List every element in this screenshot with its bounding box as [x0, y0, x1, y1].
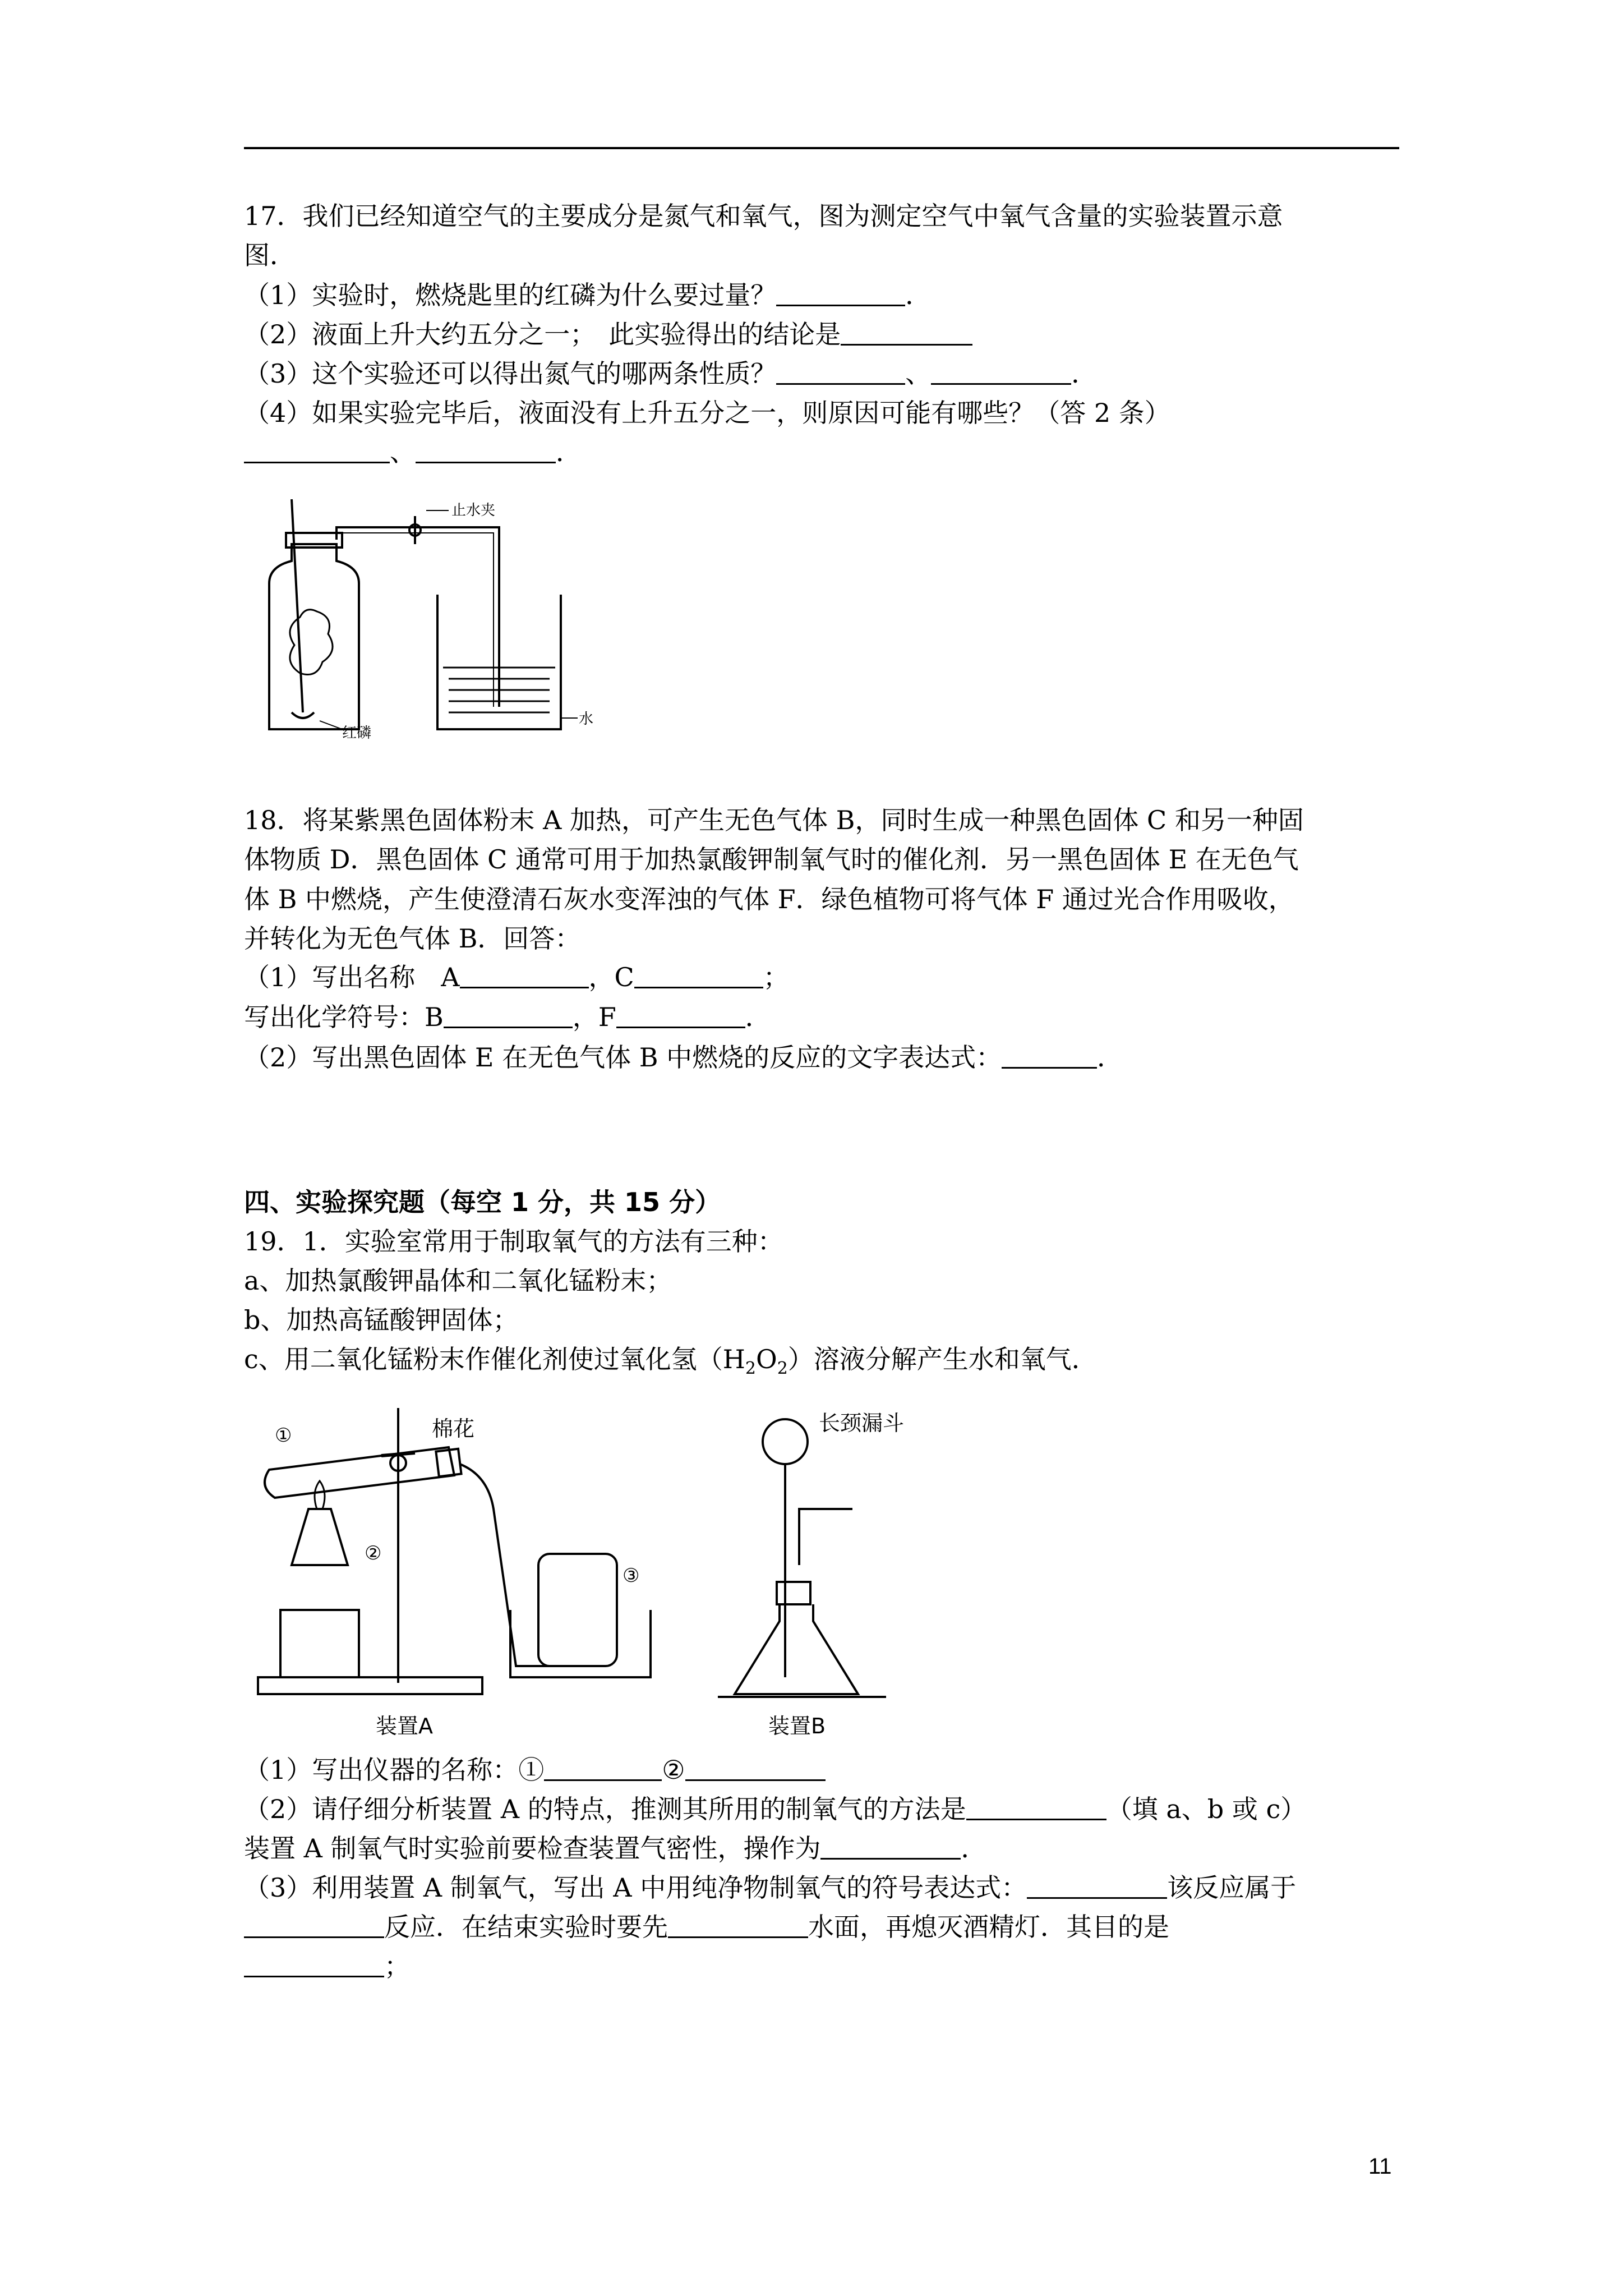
smoke-cloud [290, 610, 333, 675]
funnel-label: 长颈漏斗 [819, 1411, 905, 1435]
q19-part2b-end: ． [961, 1833, 987, 1864]
q19-part3-blank2[interactable] [244, 1912, 384, 1938]
q19-part3-blank3[interactable] [668, 1912, 808, 1938]
q19-part3c-end: ； [384, 1951, 410, 1981]
wooden-block [280, 1610, 359, 1677]
clamp-label: 止水夹 [451, 502, 496, 519]
q19-part2-text: （2）请仔细分析装置 A 的特点，推测其所用的制氧气的方法是 [244, 1794, 966, 1824]
q18-part1 [244, 960, 789, 994]
tube-stopper [436, 1449, 461, 1477]
q17-part2-text: （2）液面上升大约五分之一； 此实验得出的结论是 [244, 319, 841, 349]
q19-part2-blank[interactable] [966, 1794, 1106, 1820]
q18-line2 [244, 843, 1299, 876]
q18-part1-end: ； [763, 962, 789, 992]
combustion-spoon [292, 712, 314, 718]
q19-part3-blank1[interactable] [1027, 1872, 1167, 1899]
connecting-tube [336, 527, 499, 707]
flask-stopper [777, 1582, 810, 1604]
q19-intro-text: 19．1．实验室常用于制取氧气的方法有三种： [244, 1226, 783, 1257]
q18-text1: 18．将某紫黑色固体粉末 A 加热，可产生无色气体 B，同时生成一种黑色固体 C 和另一种固 [244, 805, 1304, 835]
q17-part1-text: （1）实验时，燃烧匙里的红磷为什么要过量？ [244, 280, 777, 310]
q19-part3-text: （3）利用装置 A 制氧气，写出 A 中用纯净物制氧气的符号表达式： [244, 1872, 1027, 1903]
q19-part2b-blank[interactable] [820, 1833, 961, 1860]
combustion-spoon-rod [292, 499, 303, 712]
q18-part2-end: ． [1097, 1042, 1123, 1073]
page-number: 11 [1368, 2154, 1392, 2179]
fig-marker-1: ① [275, 1424, 292, 1447]
q19-part3b [244, 1910, 1169, 1944]
alcohol-lamp [292, 1509, 348, 1565]
flame [315, 1481, 325, 1509]
q19-part2b [244, 1832, 986, 1865]
q17-part2-blank[interactable] [841, 319, 972, 346]
q18-text2: 体物质 D．黑色固体 C 通常可用于加热氯酸钾制氧气时的催化剂．另一黑色固体 E 在无色气 [244, 844, 1299, 875]
q19-method-a-text: a、加热氯酸钾晶体和二氧化锰粉末； [244, 1266, 672, 1296]
q19-method-c-pre: c、用二氧化锰粉末作催化剂使过氧化氢（H [244, 1344, 745, 1374]
q19-part3 [244, 1871, 1296, 1904]
apparatus-a-caption: 装置A [376, 1714, 433, 1738]
bottle-outline [269, 544, 359, 729]
q17-part4-blank1[interactable] [244, 437, 390, 463]
water-label: 水 [579, 711, 594, 728]
q17-stem-text2: 图． [244, 240, 296, 270]
q17-part1-blank[interactable] [776, 280, 905, 306]
q19-part2 [244, 1792, 1306, 1826]
q19-part3-blank4[interactable] [244, 1951, 384, 1977]
apparatus-b-caption: 装置B [768, 1714, 826, 1738]
q19-part3c [244, 1949, 410, 1983]
q19-part3b-post: 水面，再熄灭酒精灯．其目的是 [808, 1912, 1169, 1942]
q17-part4-sep: 、 [390, 437, 416, 467]
q18-symbols-end: ． [745, 1002, 771, 1032]
conical-flask [735, 1604, 858, 1694]
cotton-label: 棉花 [432, 1416, 475, 1441]
q19-part3-post: 该反应属于 [1167, 1872, 1297, 1903]
q17-part4-answers [244, 435, 582, 469]
q18-blank-f[interactable] [616, 1002, 745, 1028]
q19-part1-marker1: ① [518, 1755, 545, 1785]
q19-part2b-text: 装置 A 制氧气时实验前要检查装置气密性，操作为 [244, 1833, 821, 1864]
fig-marker-3: ③ [623, 1565, 640, 1587]
q18-blank-c[interactable] [634, 962, 763, 988]
connecting-tube-inner [342, 533, 494, 707]
q17-stem-text1: 17．我们已经知道空气的主要成分是氮气和氧气，图为测定空气中氧气含量的实验装置示意 [244, 201, 1283, 231]
q18-line4 [244, 922, 580, 955]
q19-part1 [244, 1753, 826, 1787]
q17-stem-line1 [244, 199, 1283, 233]
phosphorus-label: 红磷 [342, 725, 372, 742]
q19-part2-hint: （填 a、b 或 c） [1106, 1794, 1307, 1824]
q19-method-a [244, 1264, 672, 1297]
test-tube [265, 1447, 454, 1498]
phosphorus-pointer [320, 721, 342, 729]
q17-part4 [244, 396, 1170, 430]
q18-symbols [244, 1000, 771, 1034]
section4-title-text: 四、实验探究题（每空 1 分，共 15 分） [244, 1187, 721, 1217]
q18-part1-a: （1）写出名称 A [244, 962, 460, 992]
q18-part2 [244, 1041, 1123, 1074]
q18-part1-c: ，C [588, 962, 634, 992]
q19-method-c-sub2: 2 [777, 1359, 788, 1379]
q17-part4-blank2[interactable] [416, 437, 556, 463]
q17-part1-end: ． [905, 280, 932, 310]
q18-part2-blank[interactable] [1002, 1042, 1097, 1069]
q19-intro [244, 1225, 783, 1258]
q17-part3-text: （3）这个实验还可以得出氮气的哪两条性质？ [244, 358, 777, 389]
tube-clamp [381, 1453, 415, 1456]
q18-text4: 并转化为无色气体 B．回答： [244, 923, 581, 954]
q17-part4-text: （4）如果实验完毕后，液面没有上升五分之一，则原因可能有哪些？（答 2 条） [244, 398, 1170, 428]
gas-collecting-bottle [538, 1554, 617, 1666]
q19-method-c-sub1: 2 [745, 1359, 756, 1379]
q17-part1 [244, 278, 931, 312]
q18-part2-text: （2）写出黑色固体 E 在无色气体 B 中燃烧的反应的文字表达式： [244, 1042, 1002, 1073]
q19-method-b-text: b、加热高锰酸钾固体； [244, 1305, 519, 1335]
iron-stand-base [258, 1677, 482, 1694]
q17-part4-end: ． [556, 437, 582, 467]
q19-method-c-mid: O [755, 1344, 777, 1374]
q19-part1-blank1[interactable] [544, 1755, 662, 1781]
q17-part2 [244, 318, 972, 351]
q19-method-c-post: ）溶液分解产生水和氧气． [787, 1344, 1098, 1374]
q19-part1-blank2[interactable] [685, 1755, 826, 1781]
q19-method-b [244, 1303, 518, 1337]
q17-part3-blank2[interactable] [931, 358, 1071, 385]
q19-part3b-mid: 反应．在结束实验时要先 [384, 1912, 668, 1942]
q18-line1 [244, 803, 1304, 837]
q18-line3 [244, 882, 1294, 916]
q17-part3-sep: 、 [905, 358, 932, 389]
outlet-tube [799, 1509, 852, 1565]
q19-part1-marker2: ② [662, 1755, 685, 1785]
q17-part3-blank1[interactable] [776, 358, 905, 385]
fig-marker-2: ② [365, 1542, 382, 1565]
header-rule [244, 147, 1399, 149]
q18-blank-b[interactable] [444, 1002, 573, 1028]
long-neck-funnel-bulb [763, 1419, 808, 1464]
q18-text3: 体 B 中燃烧，产生使澄清石灰水变浑浊的气体 F．绿色植物可将气体 F 通过光合作用吸收， [244, 884, 1294, 914]
section4-title [244, 1185, 721, 1219]
q19-part1-text: （1）写出仪器的名称： [244, 1755, 519, 1785]
q18-symbols-b: 写出化学符号：B [244, 1002, 444, 1032]
q17-apparatus-figure [247, 499, 594, 746]
q19-apparatus-figure [247, 1397, 920, 1745]
q18-symbols-f: ，F [572, 1002, 616, 1032]
q18-blank-a[interactable] [460, 962, 589, 988]
q19-method-c [244, 1342, 1098, 1386]
q17-stem-line2 [244, 238, 296, 272]
q17-part3-end: ． [1071, 358, 1098, 389]
q17-part3 [244, 357, 1097, 390]
